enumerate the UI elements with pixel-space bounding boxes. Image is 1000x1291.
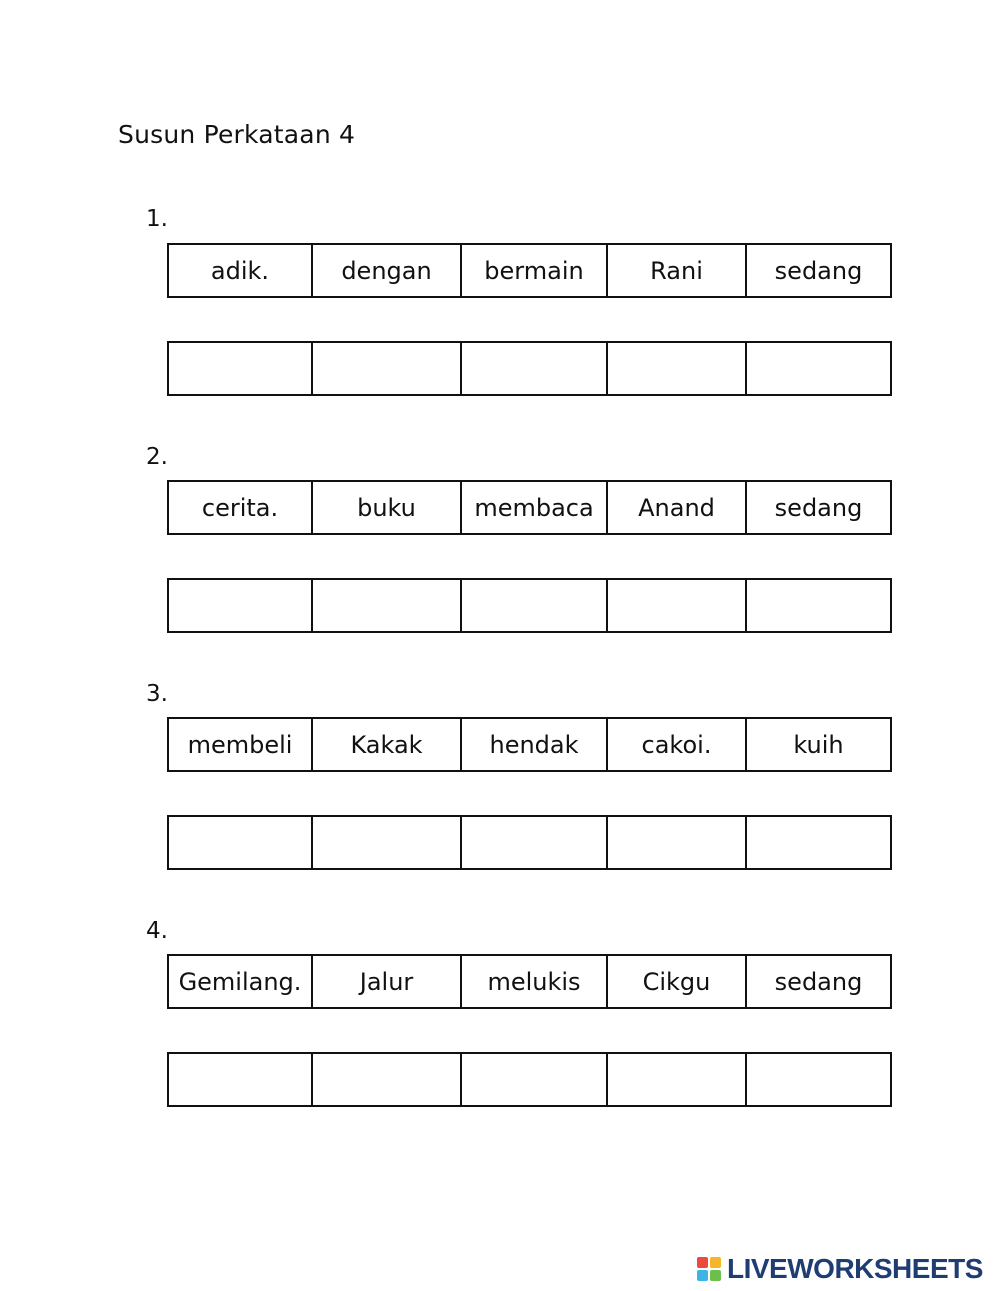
word-tile[interactable]: sedang xyxy=(746,955,891,1008)
answer-slot[interactable] xyxy=(607,816,746,869)
word-tile[interactable]: Cikgu xyxy=(607,955,746,1008)
logo-square xyxy=(697,1257,708,1268)
answer-slot[interactable] xyxy=(168,816,312,869)
answer-slot[interactable] xyxy=(312,1053,461,1106)
answer-row-q4 xyxy=(167,1052,892,1107)
worksheet-title: Susun Perkataan 4 xyxy=(118,120,356,149)
answer-slot[interactable] xyxy=(312,342,461,395)
word-tile[interactable]: Anand xyxy=(607,481,746,534)
logo-mark-icon xyxy=(697,1257,721,1281)
word-tile[interactable]: sedang xyxy=(746,481,891,534)
word-tile[interactable]: Rani xyxy=(607,244,746,297)
word-tile[interactable]: cakoi. xyxy=(607,718,746,771)
answer-slot[interactable] xyxy=(607,579,746,632)
question-number: 3. xyxy=(146,681,168,707)
answer-slot[interactable] xyxy=(168,342,312,395)
word-tile[interactable]: Gemilang. xyxy=(168,955,312,1008)
answer-slot[interactable] xyxy=(746,816,891,869)
logo-square xyxy=(710,1257,721,1268)
logo-square xyxy=(710,1270,721,1281)
question-number: 4. xyxy=(146,918,168,944)
word-tile[interactable]: bermain xyxy=(461,244,607,297)
answer-slot[interactable] xyxy=(607,1053,746,1106)
word-tile[interactable]: Kakak xyxy=(312,718,461,771)
word-row-q3 xyxy=(167,717,892,772)
answer-slot[interactable] xyxy=(746,1053,891,1106)
answer-slot[interactable] xyxy=(461,342,607,395)
word-tile[interactable]: membaca xyxy=(461,481,607,534)
answer-slot[interactable] xyxy=(312,579,461,632)
word-tile[interactable]: Jalur xyxy=(312,955,461,1008)
word-tile[interactable]: melukis xyxy=(461,955,607,1008)
answer-slot[interactable] xyxy=(461,1053,607,1106)
answer-slot[interactable] xyxy=(607,342,746,395)
word-tile[interactable]: membeli xyxy=(168,718,312,771)
word-row-q2 xyxy=(167,480,892,535)
question-number: 1. xyxy=(146,206,168,232)
logo-square xyxy=(697,1270,708,1281)
word-row-q4 xyxy=(167,954,892,1009)
word-tile[interactable]: kuih xyxy=(746,718,891,771)
answer-slot[interactable] xyxy=(168,579,312,632)
answer-row-q2 xyxy=(167,578,892,633)
liveworksheets-logo xyxy=(697,1252,983,1286)
word-tile[interactable]: hendak xyxy=(461,718,607,771)
answer-row-q3 xyxy=(167,815,892,870)
word-tile[interactable]: dengan xyxy=(312,244,461,297)
word-tile[interactable]: sedang xyxy=(746,244,891,297)
brand-name: LIVEWORKSHEETS xyxy=(727,1253,983,1284)
answer-slot[interactable] xyxy=(312,816,461,869)
answer-slot[interactable] xyxy=(461,816,607,869)
answer-slot[interactable] xyxy=(746,342,891,395)
word-tile[interactable]: adik. xyxy=(168,244,312,297)
word-row-q1 xyxy=(167,243,892,298)
answer-slot[interactable] xyxy=(746,579,891,632)
answer-slot[interactable] xyxy=(168,1053,312,1106)
question-number: 2. xyxy=(146,444,168,470)
word-tile[interactable]: buku xyxy=(312,481,461,534)
answer-row-q1 xyxy=(167,341,892,396)
answer-slot[interactable] xyxy=(461,579,607,632)
word-tile[interactable]: cerita. xyxy=(168,481,312,534)
